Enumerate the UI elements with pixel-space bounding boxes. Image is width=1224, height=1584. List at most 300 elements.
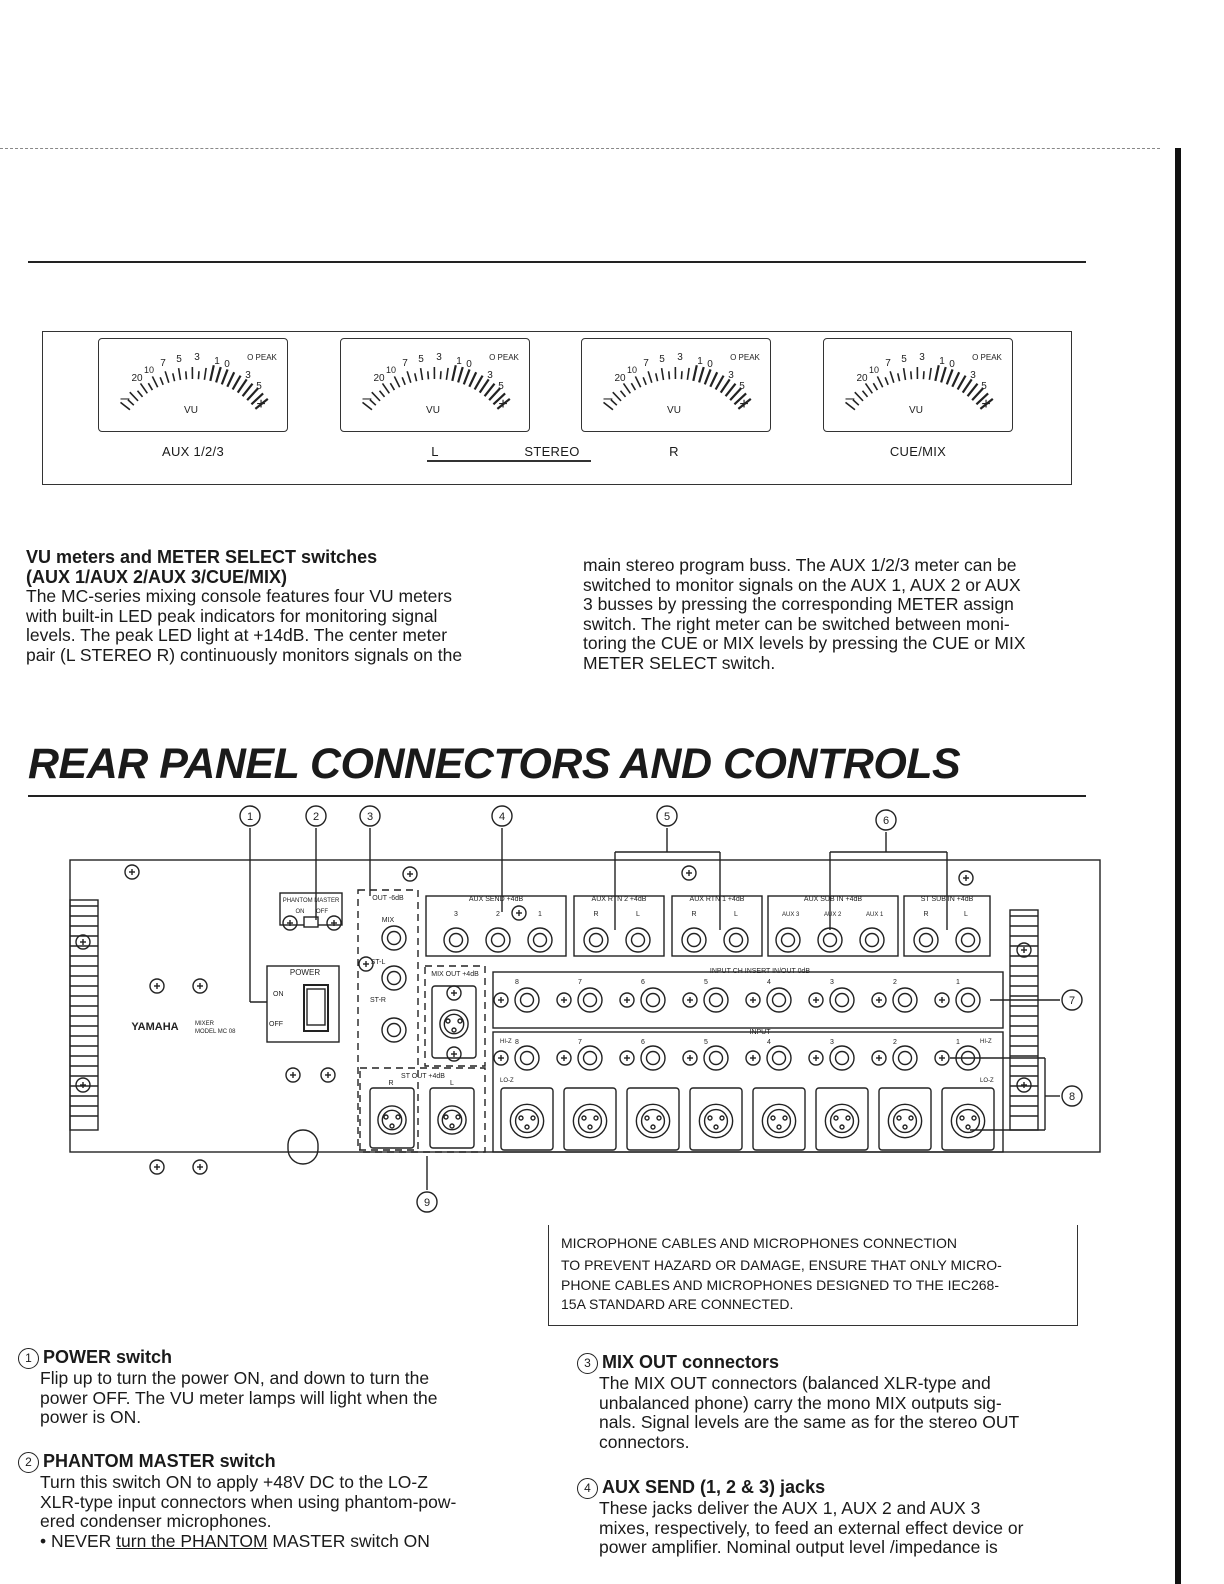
phone-jack	[704, 988, 728, 1012]
phone-jack	[486, 928, 510, 952]
item-heading	[18, 1452, 518, 1473]
phone-jack	[776, 928, 800, 952]
item-phantom-switch	[25, 1451, 518, 1551]
vu-scale-label: 7	[402, 358, 408, 369]
phone-jack	[893, 988, 917, 1012]
channel-num-insert: 1	[956, 979, 960, 986]
xlr-plate	[816, 1088, 868, 1150]
st-l-label: ST-L	[370, 959, 386, 966]
vu-tick	[165, 371, 169, 382]
phone-jack-inner	[836, 994, 849, 1007]
xlr-pin	[651, 1125, 655, 1129]
aux-rtn1-box	[672, 896, 762, 956]
model-text: MIXER	[195, 1021, 215, 1027]
vu-tick	[440, 371, 441, 379]
aux-sub-label: AUX SUB IN +4dB	[803, 896, 863, 903]
xlr-jack-inner	[382, 1110, 401, 1129]
phone-jack-inner	[388, 932, 401, 945]
vu-scale-label: 20	[856, 373, 868, 384]
vu-scale-label: 3	[245, 370, 251, 381]
vu-tick	[716, 376, 724, 390]
vu-tick	[173, 373, 175, 381]
xlr-jack-inner	[442, 1110, 461, 1129]
phone-jack-inner	[388, 972, 401, 985]
vu-tick	[138, 391, 143, 397]
phone-jack-inner	[866, 934, 879, 947]
phone-jack-inner	[590, 934, 603, 947]
item-aux-send	[584, 1477, 1077, 1558]
vu-tick	[898, 373, 900, 381]
meter-label-cue: CUE/MIX	[889, 444, 947, 459]
xlr-pin	[903, 1125, 907, 1129]
phone-jack-inner	[773, 1052, 786, 1065]
phone-jack	[682, 928, 706, 952]
vu-tick	[687, 368, 689, 380]
phone-jack	[956, 928, 980, 952]
st-sub-l: L	[964, 911, 968, 918]
vu-face	[582, 339, 770, 431]
vu-label: VU	[909, 405, 923, 416]
vu-left-line: with built-in LED peak indicators for monitoring signal	[26, 605, 438, 626]
vu-tick	[681, 371, 682, 379]
vu-peak-label: O PEAK	[247, 353, 277, 362]
channel-num-input: 6	[641, 1039, 645, 1046]
xlr-pin	[777, 1125, 781, 1129]
callout-number: 5	[663, 811, 671, 823]
item-line: These jacks deliver the AUX 1, AUX 2 and AUX 3	[599, 1498, 981, 1518]
xlr-pin	[456, 1115, 460, 1119]
vu-tick	[662, 368, 664, 380]
vu-scale-label: 7	[160, 358, 166, 369]
brand-logo: YAMAHA	[131, 1021, 179, 1033]
vu-tick	[699, 367, 704, 382]
aux-sub-2: AUX 2	[824, 912, 842, 918]
phone-jack-inner	[688, 934, 701, 947]
meter-label-l: L	[431, 444, 439, 459]
vu-left-line: pair (L STEREO R) continuously monitors signals on the	[26, 644, 463, 665]
xlr-pin	[525, 1125, 529, 1129]
item-line: Flip up to turn the power ON, and down to turn the	[40, 1368, 430, 1388]
vu-scale-label: 10	[626, 365, 638, 375]
vu-right-line: switched to monitor signals on the AUX 1, AUX 2 or AUX	[583, 574, 1021, 595]
item-line: Turn this switch ON to apply +48V DC to the LO-Z	[40, 1472, 428, 1492]
vu-tick	[222, 369, 228, 384]
xlr-pin	[452, 1028, 456, 1032]
aux-rtn2-label: AUX RTN 2 +4dB	[591, 896, 647, 903]
vu-tick	[656, 373, 658, 381]
callout-number: 8	[1068, 1091, 1076, 1103]
channel-num-input: 5	[704, 1039, 708, 1046]
vu-left-line: levels. The peak LED light at +14dB. The center meter	[26, 625, 448, 645]
xlr-pin	[519, 1116, 523, 1120]
phone-jack	[956, 988, 980, 1012]
xlr-pin	[960, 1116, 964, 1120]
vu-meter-strip	[42, 331, 1072, 485]
item-title: AUX SEND (1, 2 & 3) jacks	[602, 1477, 826, 1497]
vu-tick	[152, 376, 157, 387]
vu-scale-label: 0	[949, 359, 955, 370]
vu-tick	[186, 371, 187, 379]
out-label: OUT -6dB	[372, 895, 404, 902]
vu-plus: +	[739, 396, 749, 413]
vu-scale-label: 3	[487, 370, 493, 381]
vu-section-left	[26, 548, 526, 665]
vu-tick	[721, 379, 730, 392]
vu-section-right	[583, 556, 1087, 673]
scan-dash-line	[0, 148, 1160, 149]
xlr-pin	[390, 1124, 394, 1128]
vu-tick	[394, 376, 399, 387]
channel-num-insert: 6	[641, 979, 645, 986]
vu-label: VU	[184, 405, 198, 416]
vu-scale-label: 5	[739, 381, 745, 392]
item-heading	[577, 1478, 1077, 1499]
phone-jack-inner	[534, 934, 547, 947]
phone-jack-inner	[962, 934, 975, 947]
phone-jack	[382, 1018, 406, 1042]
vu-meter-l	[340, 338, 530, 432]
vu-tick	[877, 376, 882, 387]
phone-jack	[641, 988, 665, 1012]
vu-scale-label: 10	[868, 365, 880, 375]
xlr-pin	[972, 1116, 976, 1120]
vu-tick	[693, 365, 696, 381]
vu-tick	[402, 377, 405, 384]
bullet-part: MASTER switch ON	[267, 1530, 430, 1551]
channel-num-input: 3	[830, 1039, 834, 1046]
vu-right-line: main stereo program buss. The AUX 1/2/3 meter can be	[583, 555, 1017, 575]
warning-body	[561, 1256, 1071, 1315]
item-bullet	[40, 1532, 518, 1552]
xlr-plate	[690, 1088, 742, 1150]
vu-scale-label: 0	[466, 359, 472, 370]
phone-jack	[578, 1046, 602, 1070]
rear-panel-drawing	[60, 800, 1110, 1220]
phantom-off: OFF	[316, 909, 328, 915]
phone-jack	[818, 928, 842, 952]
vu-tick	[885, 377, 888, 384]
xlr-pin	[588, 1125, 592, 1129]
aux-send-2: 2	[496, 911, 500, 918]
xlr-pin	[657, 1116, 661, 1120]
vu-meter-r	[581, 338, 771, 432]
xlr-pin	[594, 1116, 598, 1120]
vu-right-line: toring the CUE or MIX levels by pressing the CUE or MIX	[583, 633, 1026, 653]
vu-scale-label: 20	[131, 373, 143, 384]
phone-jack-inner	[521, 994, 534, 1007]
vu-tick	[148, 383, 152, 390]
vu-scale-label: 5	[659, 354, 665, 365]
st-out-box	[360, 1068, 485, 1152]
vu-scale-label: 7	[643, 358, 649, 369]
xlr-pin	[720, 1116, 724, 1120]
callout-number: 2	[312, 811, 320, 823]
xlr-pin	[384, 1115, 388, 1119]
vu-minus: –	[120, 390, 130, 407]
xlr-pin	[783, 1116, 787, 1120]
phone-jack	[860, 928, 884, 952]
phone-jack	[641, 1046, 665, 1070]
callout-number: 9	[423, 1197, 431, 1209]
vu-tick	[855, 392, 863, 401]
vu-tick	[382, 383, 389, 393]
vu-scale-label: 1	[939, 356, 945, 367]
warning-box	[548, 1225, 1078, 1326]
vu-meter-aux	[98, 338, 288, 432]
vu-tick	[963, 379, 972, 392]
xlr-pin	[582, 1116, 586, 1120]
channel-num-insert: 8	[515, 979, 519, 986]
title-rule	[28, 795, 1086, 797]
vu-scale-label: 1	[697, 356, 703, 367]
phone-jack-inner	[647, 994, 660, 1007]
vu-face	[341, 339, 529, 431]
item-line: XLR-type input connectors when using phantom-pow-	[40, 1491, 457, 1512]
top-rule	[28, 261, 1086, 263]
item-line: mixes, respectively, to feed an external effect device or	[599, 1517, 1024, 1538]
vu-scale-label: 20	[373, 373, 385, 384]
callout-number: 3	[366, 811, 374, 823]
item-heading	[18, 1348, 518, 1369]
item-line: connectors.	[599, 1431, 690, 1452]
xlr-pin	[714, 1125, 718, 1129]
vu-tick	[407, 371, 411, 382]
phone-jack-inner	[899, 1052, 912, 1065]
xlr-plate	[430, 1088, 474, 1148]
page-edge-bar	[1175, 148, 1181, 1584]
vu-minus: –	[603, 390, 613, 407]
vu-tick	[904, 368, 906, 380]
channel-num-insert: 3	[830, 979, 834, 986]
st-out-label: ST OUT +4dB	[401, 1073, 445, 1080]
vu-tick	[929, 368, 931, 380]
vu-tick	[873, 383, 877, 390]
aux-sub-1: AUX 1	[866, 912, 884, 918]
power-cord	[288, 1130, 318, 1164]
xlr-pin	[771, 1116, 775, 1120]
vu-tick	[475, 376, 483, 390]
aux-send-1: 1	[538, 911, 542, 918]
vu-tick	[458, 367, 463, 382]
vu-scale-label: 5	[498, 381, 504, 392]
xlr-plate	[564, 1088, 616, 1150]
vu-right-line: switch. The right meter can be switched between moni-	[583, 613, 1010, 634]
vu-tick	[421, 368, 423, 380]
phone-jack-inner	[647, 1052, 660, 1065]
vu-tick	[863, 391, 868, 397]
rear-panel-diagram	[60, 800, 1110, 1220]
vu-tick	[204, 368, 206, 380]
phone-jack-inner	[899, 994, 912, 1007]
callout-number: 7	[1068, 995, 1076, 1007]
vu-scale-label: 3	[728, 370, 734, 381]
vu-scale-label: 0	[707, 359, 713, 370]
phone-jack	[724, 928, 748, 952]
phone-jack-inner	[836, 1052, 849, 1065]
phone-jack-inner	[521, 1052, 534, 1065]
aux-rtn1-l: L	[734, 911, 738, 918]
vu-meter-cue	[823, 338, 1013, 432]
xlr-pin	[966, 1125, 970, 1129]
phone-jack-inner	[584, 994, 597, 1007]
phone-jack	[515, 1046, 539, 1070]
xlr-pin	[446, 1019, 450, 1023]
phone-jack-inner	[920, 934, 933, 947]
vu-scale-label: 5	[256, 381, 262, 392]
vu-tick	[710, 372, 717, 386]
phone-jack-inner	[584, 1052, 597, 1065]
aux-rtn2-box	[574, 896, 664, 956]
xlr-plate	[879, 1088, 931, 1150]
model-text: MODEL MC 08	[195, 1029, 236, 1035]
vu-scale-label: 1	[214, 356, 220, 367]
phone-jack	[704, 1046, 728, 1070]
vu-scale-label: 3	[919, 352, 925, 363]
vu-tick	[941, 367, 946, 382]
vu-tick	[705, 369, 711, 384]
item-number: 3	[577, 1353, 598, 1374]
phone-jack	[767, 988, 791, 1012]
phone-jack-inner	[710, 994, 723, 1007]
vu-tick	[210, 365, 213, 381]
vu-scale-label: 5	[176, 354, 182, 365]
xlr-pin	[840, 1125, 844, 1129]
out-mix-label: MIX	[381, 917, 395, 924]
item-power-switch	[25, 1347, 518, 1428]
vu-scale-label: 3	[436, 352, 442, 363]
vu-tick	[935, 365, 938, 381]
vu-scale-label: 5	[418, 354, 424, 365]
vu-scale-label: 1	[456, 356, 462, 367]
item-line: power OFF. The VU meter lamps will light when the	[40, 1387, 438, 1408]
xlr-pin	[444, 1115, 448, 1119]
warning-line: TO PREVENT HAZARD OR DAMAGE, ENSURE THAT ONLY MICRO-	[561, 1257, 1002, 1273]
vu-heading-2: (AUX 1/AUX 2/AUX 3/CUE/MIX)	[26, 566, 288, 587]
power-off: OFF	[269, 1021, 283, 1028]
item-mix-out	[584, 1352, 1077, 1452]
aux-rtn2-r: R	[593, 911, 599, 918]
channel-num-input: 1	[956, 1039, 960, 1046]
vu-tick	[623, 383, 630, 393]
vu-tick	[415, 373, 417, 381]
meter-label-stereo: STEREO	[524, 444, 580, 459]
phantom-label: PHANTOM MASTER	[282, 898, 340, 904]
vu-scale-label: 3	[677, 352, 683, 363]
vu-tick	[372, 392, 380, 401]
vu-label: VU	[426, 405, 440, 416]
vu-minus: –	[362, 390, 372, 407]
vu-tick	[238, 379, 247, 392]
channel-num-insert: 2	[893, 979, 897, 986]
vu-tick	[643, 377, 646, 384]
phone-jack	[626, 928, 650, 952]
bullet-underlined: turn the PHANTOM	[116, 1530, 268, 1551]
xlr-pin	[645, 1116, 649, 1120]
item-number: 1	[18, 1348, 39, 1369]
vu-scale-label: 20	[614, 373, 626, 384]
vu-peak-label: O PEAK	[489, 353, 519, 362]
vu-tick	[613, 392, 621, 401]
insert-box	[493, 972, 1003, 1028]
vu-scale-label: 3	[194, 352, 200, 363]
vu-tick	[452, 365, 455, 381]
vu-tick	[227, 372, 234, 386]
phone-jack-inner	[730, 934, 743, 947]
item-number: 4	[577, 1478, 598, 1499]
phone-jack	[578, 988, 602, 1012]
vu-plus: +	[981, 396, 991, 413]
input-box	[493, 1032, 1003, 1152]
vu-scale-label: 3	[970, 370, 976, 381]
vu-tick	[631, 383, 635, 390]
vu-tick	[865, 383, 872, 393]
st-sub-r: R	[923, 911, 929, 918]
panel-group	[70, 806, 1100, 1212]
xlr-pin	[531, 1116, 535, 1120]
phone-jack-inner	[782, 934, 795, 947]
item-title: POWER switch	[43, 1347, 173, 1367]
vu-scale-label: 5	[901, 354, 907, 365]
vu-tick	[621, 391, 626, 397]
vu-scale-label: 7	[885, 358, 891, 369]
phone-jack	[382, 966, 406, 990]
vu-tick	[648, 371, 652, 382]
vu-tick	[469, 372, 476, 386]
item-number: 2	[18, 1452, 39, 1473]
vu-face	[99, 339, 287, 431]
channel-num-input: 7	[578, 1039, 582, 1046]
phantom-on: ON	[295, 909, 305, 915]
xlr-pin	[396, 1115, 400, 1119]
vu-scale-label: 0	[224, 359, 230, 370]
xlr-pin	[708, 1116, 712, 1120]
phone-jack-inner	[450, 934, 463, 947]
mix-out-label: MIX OUT +4dB	[431, 971, 479, 978]
vu-minus: –	[845, 390, 855, 407]
vu-tick	[160, 377, 163, 384]
insert-label: INPUT CH INSERT IN/OUT 0dB	[709, 968, 811, 975]
vu-right-line: 3 busses by pressing the corresponding METER assign	[583, 594, 1014, 614]
phone-jack-inner	[710, 1052, 723, 1065]
phone-jack-inner	[962, 994, 975, 1007]
aux-send-label: AUX SEND +4dB	[468, 896, 524, 903]
vu-tick	[179, 368, 181, 380]
xlr-plate	[627, 1088, 679, 1150]
item-line: unbalanced phone) carry the mono MIX outputs sig-	[599, 1392, 1002, 1413]
phone-jack	[767, 1046, 791, 1070]
bullet-part: • NEVER	[40, 1530, 117, 1551]
vu-tick	[911, 371, 912, 379]
phone-jack-inner	[824, 934, 837, 947]
channel-num-input: 2	[893, 1039, 897, 1046]
item-title: MIX OUT connectors	[602, 1352, 780, 1372]
aux-rtn1-label: AUX RTN 1 +4dB	[689, 896, 745, 903]
item-line: power amplifier. Nominal output level /impedance is	[599, 1537, 998, 1557]
vu-peak-label: O PEAK	[972, 353, 1002, 362]
item-title: PHANTOM MASTER switch	[43, 1451, 276, 1471]
phone-jack	[584, 928, 608, 952]
channel-num-input: 4	[767, 1039, 771, 1046]
aux-rtn1-r: R	[691, 911, 697, 918]
vu-tick	[890, 371, 894, 382]
xlr-pin	[450, 1124, 454, 1128]
item-line: ered condenser microphones.	[40, 1511, 272, 1531]
item-heading	[577, 1353, 1077, 1374]
stereo-underline	[427, 460, 591, 462]
vu-tick	[428, 371, 429, 379]
phone-jack	[528, 928, 552, 952]
vu-plus: +	[256, 396, 266, 413]
